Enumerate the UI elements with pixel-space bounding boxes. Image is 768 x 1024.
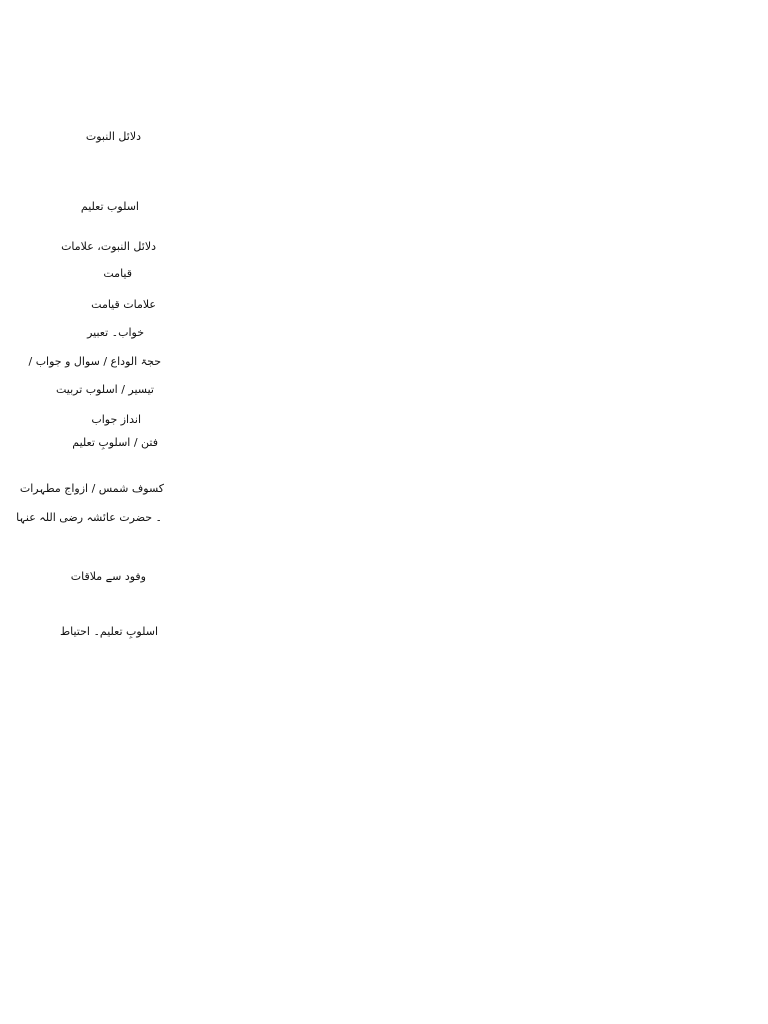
entry-taiseer-tarbiyat: تیسیر / اسلوب تربیت bbox=[55, 383, 154, 396]
entry-fitan-taleem: فتن / اسلوبِ تعلیم bbox=[72, 436, 158, 449]
entry-qiyamat: قیامت bbox=[103, 267, 132, 280]
entry-wufood-mulaqat: وفود سے ملاقات bbox=[70, 570, 146, 583]
entry-andaz-jawab: انداز جواب bbox=[91, 413, 141, 426]
entry-hajjat-ul-wida: حجۃ الوداع / سوال و جواب / bbox=[28, 355, 161, 368]
entry-dalail-alamat: دلائل النبوت، علامات bbox=[61, 240, 156, 253]
entry-hazrat-aisha: ۔ حضرت عائشہ رضی اللہ عنہا bbox=[16, 511, 162, 524]
entry-kusoof-shams: کسوف شمس / ازواج مطہرات bbox=[19, 482, 164, 495]
entry-usloob-taleem: اسلوب تعلیم bbox=[80, 200, 139, 213]
entry-dalail-un-nubuwwat: دلائل النبوت bbox=[85, 130, 141, 143]
entry-taleem-ehtiyat: اسلوبِ تعلیم۔ احتیاط bbox=[59, 625, 158, 638]
entry-khwab-tabeer: خواب۔ تعبیر bbox=[87, 326, 144, 339]
entry-alamat-qiyamat: علامات قیامت bbox=[91, 298, 156, 311]
